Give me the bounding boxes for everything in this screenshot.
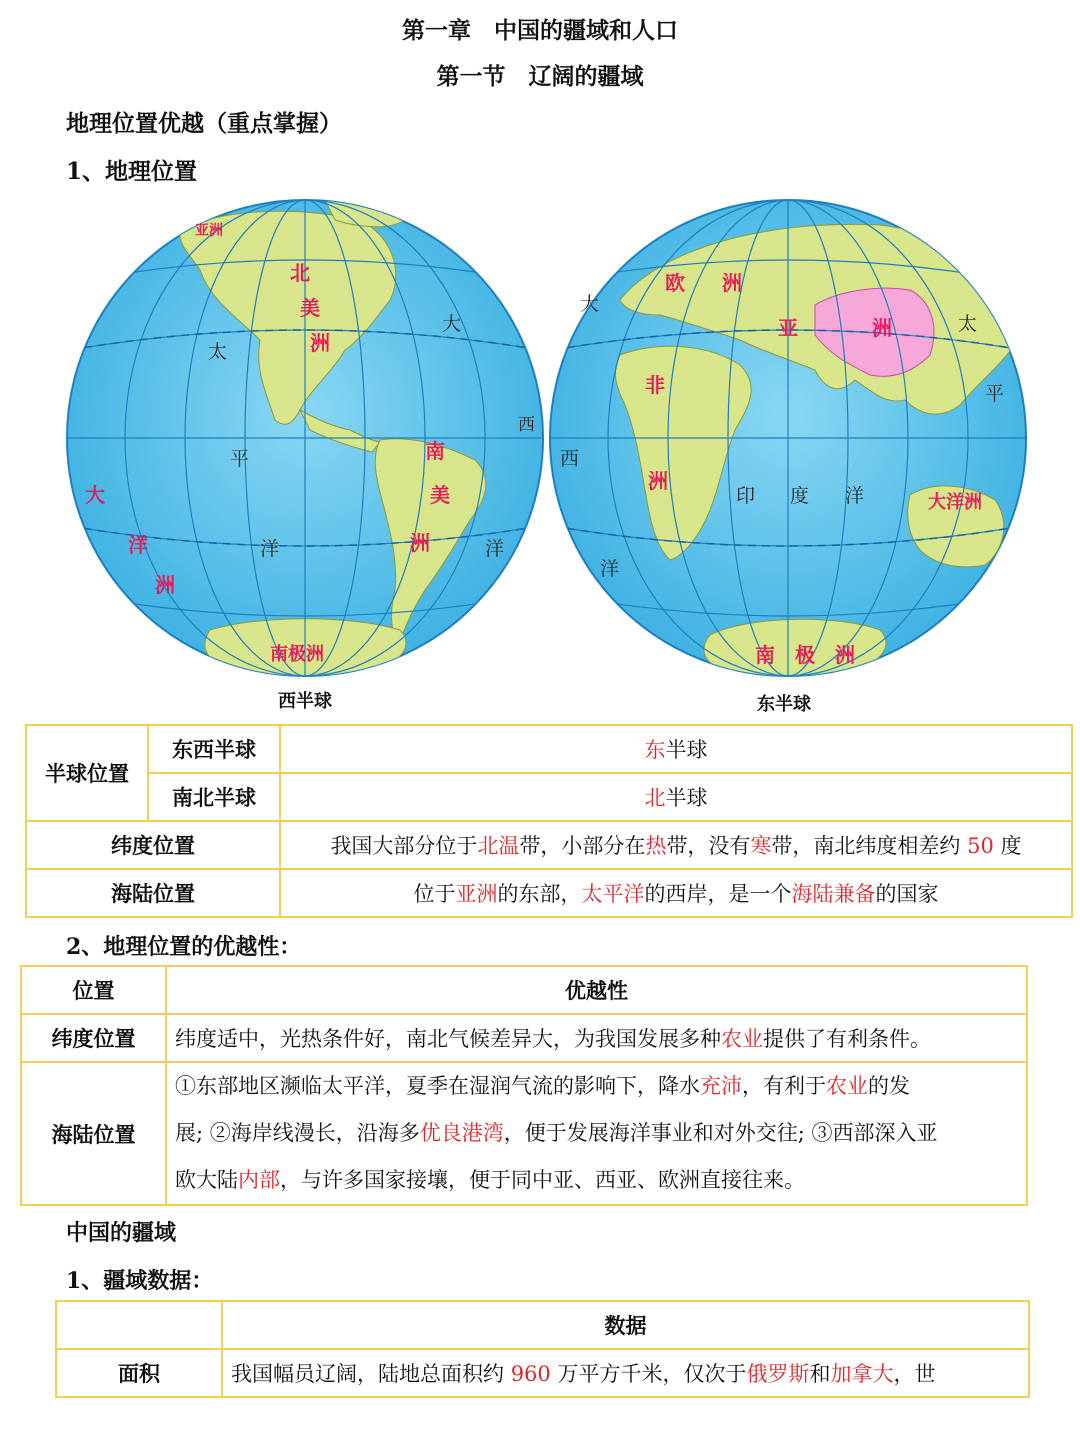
text-segment: 万平方千米，仅次于 [550, 1362, 747, 1386]
label-io-1: 印 [736, 485, 756, 507]
text-segment: 展; ②海岸线漫长，沿海多 [175, 1121, 420, 1145]
text-segment: 俄罗斯 [746, 1362, 810, 1386]
col-header-empty [56, 1301, 222, 1349]
label-oc-2: 洋 [128, 533, 148, 557]
label-io-3: 洋 [845, 485, 865, 507]
label-oceania-east: 大洋洲 [928, 492, 982, 513]
label-pac-2: 平 [230, 448, 250, 470]
text-segment: 加拿大 [830, 1362, 894, 1386]
label-atl-west: 大 [442, 313, 462, 335]
text-segment: 我国大部分位于 [330, 834, 478, 858]
cell-latitude-superiority [166, 1014, 1027, 1062]
territory-table [55, 1300, 1030, 1398]
heading-superiority: 2、地理位置的优越性： [66, 934, 302, 960]
label-sa-3: 洲 [410, 531, 430, 555]
label-as-1: 亚 [778, 316, 798, 340]
text-segment: 充沛 [700, 1074, 742, 1098]
table-row [56, 1349, 1029, 1397]
text-segment: 的西岸，是一个 [644, 882, 792, 906]
text-segment: 50 [967, 834, 994, 858]
section-title: 第一节 辽阔的疆域 [436, 63, 644, 90]
col-header-position: 位置 [21, 966, 166, 1014]
row-head-sealand-2: 海陆位置 [21, 1062, 166, 1205]
cell-latitude [280, 821, 1072, 869]
col-header-data: 数据 [222, 1301, 1029, 1349]
text-segment: 和 [809, 1362, 831, 1386]
table-row [56, 1301, 1029, 1349]
cell-area [222, 1349, 1029, 1397]
label-asia-west: 亚洲 [195, 223, 223, 239]
text-segment: 带，小部分在 [519, 834, 646, 858]
text-segment: ，世 [893, 1362, 936, 1386]
text-segment: ，便于发展海洋事业和对外交往; ③西部深入亚 [503, 1121, 938, 1145]
label-atl-e2: 西 [560, 448, 580, 470]
text-segment: 热 [645, 834, 667, 858]
text-segment: ，与许多国家接壤，便于同中亚、西亚、欧洲直接往来。 [280, 1168, 805, 1192]
label-io-2: 度 [790, 485, 810, 507]
label-antarctica-west: 南极洲 [270, 644, 324, 665]
text-segment: 优良港湾 [419, 1121, 504, 1145]
text-segment: 北 [644, 786, 666, 810]
sub-head-ns: 南北半球 [148, 773, 280, 821]
row-head-sealand: 海陆位置 [26, 869, 280, 917]
cell-ns [280, 773, 1072, 821]
text-segment: 半球 [665, 738, 708, 762]
text-segment: 东 [644, 738, 666, 762]
text-segment: 半球 [665, 786, 708, 810]
table-row [26, 725, 1072, 773]
text-segment: 亚洲 [455, 882, 498, 906]
text-segment: 我国幅员辽阔，陆地总面积约 [231, 1362, 511, 1386]
location-table [25, 724, 1073, 918]
text-segment: 海陆兼备 [791, 882, 876, 906]
text-segment: ，有利于 [742, 1074, 826, 1098]
row-head-latitude-2: 纬度位置 [21, 1014, 166, 1062]
label-as-2: 洲 [872, 316, 892, 340]
east-graticule [550, 200, 1026, 676]
text-segment: 的发 [868, 1074, 910, 1098]
label-na-1: 北 [290, 261, 310, 285]
label-an-2: 极 [795, 643, 815, 667]
heading-advantage: 地理位置优越（重点掌握） [66, 110, 342, 137]
label-pac-3: 洋 [260, 538, 280, 560]
label-atl-e3: 洋 [600, 558, 620, 580]
cell-sealand-superiority [166, 1062, 1027, 1205]
table-row [21, 1014, 1027, 1062]
text-segment: ①东部地区濒临太平洋，夏季在湿润气流的影响下，降水 [175, 1074, 700, 1098]
text-segment: 的东部， [497, 882, 582, 906]
label-eu-2: 洲 [722, 271, 742, 295]
east-hemisphere-caption: 东半球 [757, 694, 811, 715]
label-pac-1: 太 [208, 341, 228, 363]
text-segment: 农业 [826, 1074, 868, 1098]
label-pac-e1: 太 [958, 313, 978, 335]
heading-location: 1、地理位置 [66, 158, 198, 185]
row-head-latitude: 纬度位置 [26, 821, 280, 869]
text-segment: 内部 [238, 1168, 280, 1192]
label-pac-e2: 平 [985, 383, 1005, 405]
table-row [26, 821, 1072, 869]
text-line [175, 1157, 1018, 1204]
label-atl-e1: 大 [580, 293, 600, 315]
text-segment: 的国家 [875, 882, 939, 906]
cell-sealand [280, 869, 1072, 917]
table-row [26, 773, 1072, 821]
text-segment: 提供了有利条件。 [763, 1027, 931, 1051]
table-row [21, 966, 1027, 1014]
text-segment: 北温 [477, 834, 520, 858]
text-segment: 带，没有 [666, 834, 751, 858]
cell-ew [280, 725, 1072, 773]
table-row [26, 869, 1072, 917]
text-segment: 960 [510, 1362, 551, 1386]
west-hemisphere-caption: 西半球 [278, 691, 332, 712]
label-sa-2: 美 [430, 483, 450, 507]
heading-territory: 中国的疆域 [66, 1220, 177, 1246]
label-eu-1: 欧 [665, 271, 685, 295]
label-atl-west-2: 西 [518, 415, 535, 435]
label-an-3: 洲 [835, 643, 855, 667]
row-head-hemisphere: 半球位置 [26, 725, 148, 821]
row-head-area: 面积 [56, 1349, 222, 1397]
text-line [175, 1110, 1018, 1157]
west-hemisphere [67, 199, 543, 680]
label-af-1: 非 [645, 373, 665, 397]
col-header-superiority: 优越性 [166, 966, 1027, 1014]
superiority-table [20, 965, 1028, 1206]
text-segment: 度 [993, 834, 1022, 858]
text-segment: 带，南北纬度相差约 [771, 834, 968, 858]
east-hemisphere [550, 200, 1030, 680]
label-sa-1: 南 [425, 439, 445, 463]
heading-data: 1、疆域数据： [66, 1268, 214, 1294]
text-segment: 太平洋 [581, 882, 645, 906]
text-segment: 纬度适中，光热条件好，南北气候差异大，为我国发展多种 [175, 1027, 721, 1051]
text-segment: 位于 [413, 882, 456, 906]
label-af-2: 洲 [648, 469, 668, 493]
label-oc-3: 洲 [155, 573, 175, 597]
label-atl-west-3: 洋 [485, 538, 505, 560]
chapter-title: 第一章 中国的疆域和人口 [402, 17, 678, 44]
label-na-2: 美 [300, 296, 320, 320]
sub-head-ew: 东西半球 [148, 725, 280, 773]
world-hemispheres-map [60, 190, 1040, 720]
text-line [175, 1063, 1018, 1110]
table-row [21, 1062, 1027, 1205]
label-oc-1: 大 [85, 483, 105, 507]
label-an-1: 南 [755, 643, 775, 667]
label-na-3: 洲 [310, 331, 330, 355]
text-segment: 寒 [750, 834, 772, 858]
text-segment: 欧大陆 [175, 1168, 238, 1192]
text-segment: 农业 [721, 1027, 763, 1051]
